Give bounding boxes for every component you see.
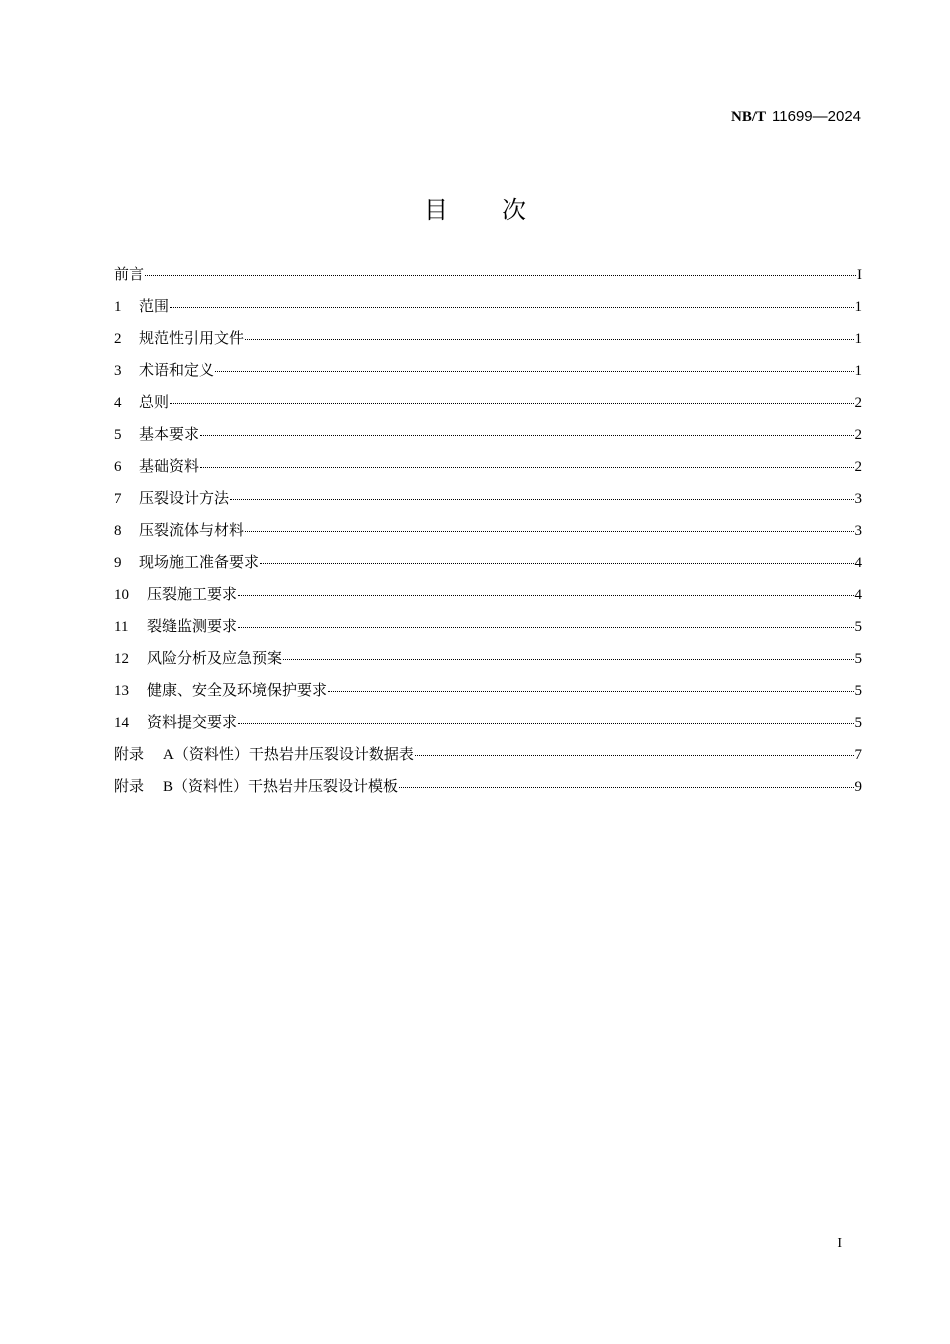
toc-entry-page: 7 [854, 747, 862, 763]
toc-entry-page: I [857, 267, 862, 283]
toc-leader-dots [170, 307, 853, 308]
toc-entry-page: 2 [854, 427, 862, 443]
toc-entry-number: 附录 [114, 779, 145, 795]
toc-entry-number: 3 [114, 363, 122, 379]
toc-entry-number: 12 [114, 651, 129, 667]
toc-entry-5[interactable] [114, 419, 862, 451]
toc-entry-number: 7 [114, 491, 122, 507]
toc-entry-number: 8 [114, 523, 122, 539]
toc-entry-label [114, 707, 237, 739]
toc-entry-page: 2 [854, 459, 862, 475]
toc-leader-dots [399, 787, 853, 788]
toc-entry-2[interactable] [114, 323, 862, 355]
toc-entry-page: 5 [854, 619, 862, 635]
toc-entry-title: 裂缝监测要求 [147, 619, 238, 635]
toc-leader-dots [245, 531, 853, 532]
toc-entry-9[interactable] [114, 547, 862, 579]
toc-leader-dots [215, 371, 853, 372]
toc-leader-dots [415, 755, 854, 756]
toc-entry-6[interactable] [114, 451, 862, 483]
toc-entry-title: 基本要求 [139, 427, 200, 443]
toc-entry-number: 6 [114, 459, 122, 475]
toc-entry-number: 5 [114, 427, 122, 443]
toc-entry-page: 1 [854, 363, 862, 379]
toc-entry-number: 1 [114, 299, 122, 315]
toc-entry-label [114, 419, 199, 451]
toc-entry-title: 总则 [139, 395, 170, 411]
toc-entry-label [114, 483, 229, 515]
toc-entry-7[interactable] [114, 483, 862, 515]
toc-leader-dots [328, 691, 853, 692]
toc-entry-title: 现场施工准备要求 [139, 555, 260, 571]
page-number: I [837, 1236, 842, 1251]
toc-entry-page: 5 [854, 651, 862, 667]
table-of-contents [114, 259, 862, 803]
toc-entry-label [114, 547, 259, 579]
toc-entry-11[interactable] [114, 611, 862, 643]
standard-number: 11699—2024 [772, 108, 861, 125]
toc-entry-page: 4 [854, 555, 862, 571]
toc-entry-number: 14 [114, 715, 129, 731]
toc-entry-10[interactable] [114, 579, 862, 611]
toc-entry-8[interactable] [114, 515, 862, 547]
toc-entry-title: 前言 [114, 267, 145, 283]
toc-leader-dots [200, 467, 853, 468]
toc-leader-dots [230, 499, 853, 500]
toc-entry-label [114, 675, 327, 707]
toc-entry-12[interactable] [114, 643, 862, 675]
toc-leader-dots [170, 403, 853, 404]
toc-entry-page: 3 [854, 491, 862, 507]
toc-entry-label [114, 643, 282, 675]
toc-entry-label [114, 611, 237, 643]
toc-entry-number: 10 [114, 587, 129, 603]
toc-entry-page: 1 [854, 331, 862, 347]
toc-entry-number: 11 [114, 619, 129, 635]
toc-entry-label [114, 387, 169, 419]
toc-entry-13[interactable] [114, 675, 862, 707]
toc-entry-foreword[interactable] [114, 259, 862, 291]
toc-entry-page: 3 [854, 523, 862, 539]
toc-entry-number: 9 [114, 555, 122, 571]
toc-leader-dots [145, 275, 856, 276]
toc-entry-14[interactable] [114, 707, 862, 739]
toc-entry-page: 5 [854, 715, 862, 731]
toc-entry-page: 5 [854, 683, 862, 699]
toc-entry-title: 健康、安全及环境保护要求 [147, 683, 328, 699]
toc-entry-label [114, 771, 398, 803]
toc-entry-number: 2 [114, 331, 122, 347]
toc-entry-title: 规范性引用文件 [139, 331, 245, 347]
toc-entry-page: 2 [854, 395, 862, 411]
toc-entry-title: 术语和定义 [139, 363, 215, 379]
page-title: 目次 [424, 196, 580, 224]
toc-leader-dots [238, 723, 853, 724]
toc-entry-title: A（资料性）干热岩井压裂设计数据表 [163, 747, 414, 763]
toc-entry-4[interactable] [114, 387, 862, 419]
toc-entry-label [114, 451, 199, 483]
toc-entry-page: 9 [854, 779, 862, 795]
toc-entry-title: 风险分析及应急预案 [147, 651, 283, 667]
toc-entry-title: 压裂施工要求 [147, 587, 238, 603]
toc-entry-label [114, 355, 214, 387]
toc-leader-dots [245, 339, 853, 340]
standard-code [731, 106, 861, 128]
toc-entry-3[interactable] [114, 355, 862, 387]
toc-entry-title: B（资料性）干热岩井压裂设计模板 [163, 779, 399, 795]
toc-entry-title: 资料提交要求 [147, 715, 238, 731]
toc-leader-dots [283, 659, 853, 660]
standard-prefix: NB/T [731, 109, 767, 125]
toc-entry-label [114, 259, 144, 291]
toc-entry-title: 范围 [139, 299, 170, 315]
toc-leader-dots [200, 435, 853, 436]
toc-entry-label [114, 739, 414, 771]
toc-entry-number: 4 [114, 395, 122, 411]
toc-entry-number: 13 [114, 683, 129, 699]
toc-entry-title: 压裂流体与材料 [139, 523, 245, 539]
toc-entry-label [114, 291, 169, 323]
toc-leader-dots [238, 595, 853, 596]
toc-entry-appendix-a[interactable] [114, 739, 862, 771]
toc-leader-dots [260, 563, 853, 564]
toc-entry-title: 压裂设计方法 [139, 491, 230, 507]
toc-entry-appendix-b[interactable] [114, 771, 862, 803]
toc-entry-page: 1 [854, 299, 862, 315]
toc-entry-title: 基础资料 [139, 459, 200, 475]
toc-entry-label [114, 515, 244, 547]
toc-entry-1[interactable] [114, 291, 862, 323]
toc-entry-page: 4 [854, 587, 862, 603]
toc-leader-dots [238, 627, 853, 628]
toc-entry-label [114, 579, 237, 611]
toc-entry-number: 附录 [114, 747, 145, 763]
toc-entry-label [114, 323, 244, 355]
